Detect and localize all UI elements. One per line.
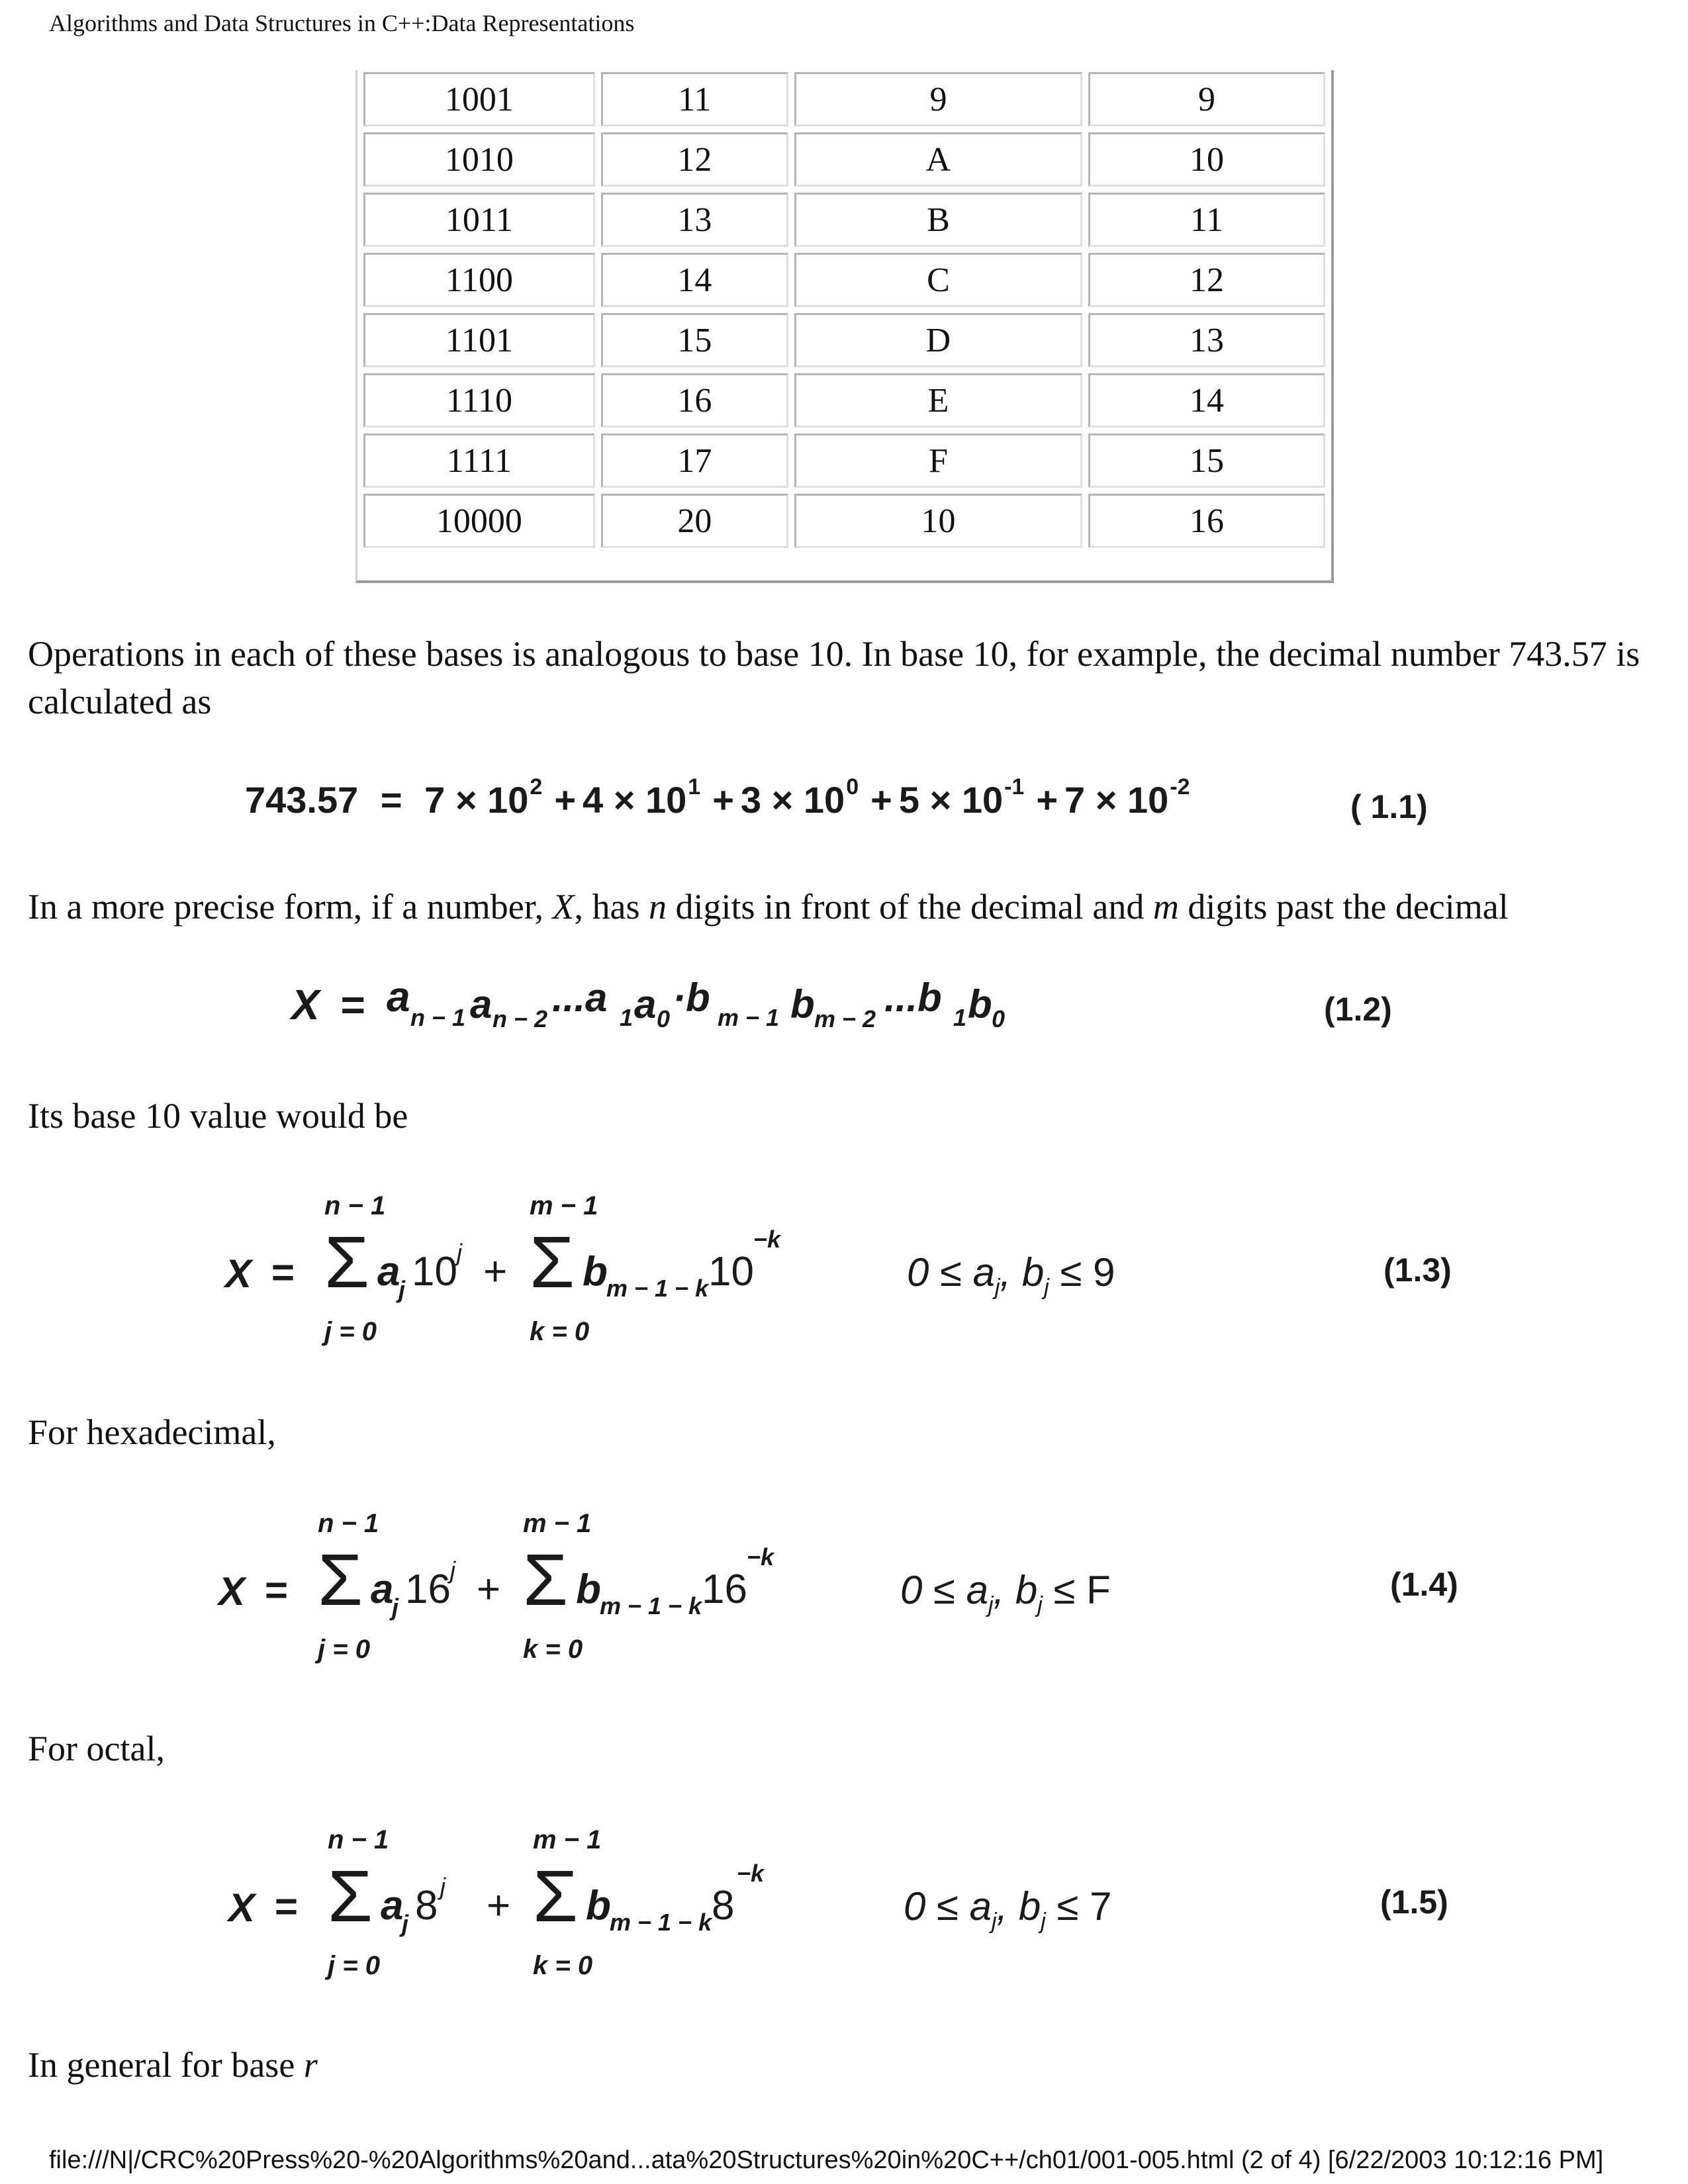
- page-header: Algorithms and Data Structures in C++:Data Representations: [49, 10, 635, 36]
- plus-sign: +: [483, 1249, 508, 1295]
- sum1-term-j: j: [392, 1594, 399, 1621]
- eq1-coefficient: 7: [424, 779, 445, 821]
- base-conversion-table: [355, 70, 1334, 583]
- table-cell: 13: [601, 193, 788, 247]
- eq1-term: [700, 774, 859, 821]
- eq1-operator: +: [712, 779, 734, 821]
- table-cell: 9: [794, 72, 1082, 126]
- svg-text:b: b: [790, 982, 815, 1026]
- conversion-table-grid: [357, 66, 1331, 554]
- cond-prefix: 0 ≤ a: [900, 1568, 989, 1612]
- cond-le: ≤: [1042, 1568, 1087, 1612]
- paragraph-general-base: [28, 2041, 318, 2089]
- svg-text:0: 0: [656, 1005, 670, 1032]
- cond-mid: , b: [1000, 1250, 1045, 1295]
- cond-sub-a: j: [988, 1592, 994, 1617]
- sum1-lower-limit: j = 0: [324, 1317, 377, 1346]
- paragraph-intro: Operations in each of these bases is analogous to base 10. In base 10, for example, the decimal number 743.57 is calculated as: [28, 634, 1640, 721]
- eq1-coefficient: 3: [740, 779, 762, 821]
- p2-var-m: m: [1152, 887, 1179, 927]
- sum1-upper-limit: n − 1: [324, 1191, 386, 1220]
- sum2-sigma-icon: Σ: [533, 1856, 578, 1937]
- cond-max: 7: [1090, 1884, 1112, 1929]
- sum2-sigma-icon: Σ: [530, 1222, 575, 1303]
- cond-mid: , b: [993, 1568, 1038, 1612]
- cond-sub-b: j: [1037, 1592, 1043, 1617]
- table-cell: 1100: [363, 253, 595, 307]
- table-cell: 12: [1088, 253, 1325, 307]
- sum2-term-b: b: [576, 1567, 601, 1612]
- sum1-exponent: j: [457, 1239, 462, 1266]
- cond-mid: , b: [996, 1884, 1041, 1929]
- eq5-number: (1.5): [1380, 1884, 1448, 1921]
- p2-var-n: n: [649, 887, 667, 927]
- table-row: [363, 373, 1325, 428]
- table-cell: 16: [601, 373, 788, 428]
- times-symbol: ×: [919, 779, 962, 821]
- svg-text:·b: ·b: [672, 979, 710, 1020]
- sum1-base: 10: [412, 1249, 457, 1295]
- times-symbol: ×: [445, 779, 488, 821]
- equation-1-3: [225, 1185, 1483, 1370]
- eq2-equals: =: [340, 981, 365, 1028]
- p2-text-b: , has: [574, 887, 649, 927]
- table-cell: F: [794, 433, 1082, 488]
- table-cell: 1101: [363, 313, 595, 367]
- equation-1-4: [218, 1502, 1476, 1688]
- sum2-upper-limit: m − 1: [530, 1191, 598, 1220]
- svg-text:n − 1: n − 1: [410, 1004, 465, 1031]
- sum2-exponent: −k: [747, 1543, 774, 1570]
- svg-text:1: 1: [619, 1004, 633, 1031]
- sum1-base: 8: [415, 1883, 438, 1929]
- eq-equals: =: [275, 1884, 299, 1929]
- table-row: [363, 132, 1325, 187]
- eq1-term: [859, 774, 1025, 821]
- svg-text:1: 1: [953, 1004, 966, 1031]
- sum2-subscript: m − 1 − k: [610, 1909, 712, 1936]
- cond-max: F: [1086, 1568, 1111, 1612]
- table-cell: 17: [601, 433, 788, 488]
- plus-sign: +: [477, 1567, 501, 1612]
- sum2-upper-limit: m − 1: [533, 1825, 602, 1854]
- cond-sub-a: j: [995, 1275, 1000, 1300]
- cond-le: ≤: [1045, 1884, 1090, 1929]
- sum1-term-a: a: [371, 1567, 394, 1612]
- equation-1-1: [245, 774, 1190, 821]
- table-cell: 14: [1088, 373, 1325, 428]
- sum2-sigma-icon: Σ: [523, 1539, 568, 1621]
- times-symbol: ×: [603, 779, 645, 821]
- table-cell: 14: [601, 253, 788, 307]
- sum2-base: 10: [708, 1249, 754, 1295]
- sum1-sigma-icon: Σ: [324, 1222, 369, 1303]
- equation-1-5: [228, 1819, 1486, 2004]
- sum1-term-a: a: [377, 1249, 400, 1295]
- eq1-base: 10: [645, 779, 687, 821]
- cond-le: ≤: [1049, 1250, 1094, 1295]
- svg-text:m − 2: m − 2: [814, 1005, 876, 1032]
- cond-max: 9: [1093, 1250, 1115, 1295]
- sum1-lower-limit: j = 0: [318, 1635, 370, 1664]
- table-cell: E: [794, 373, 1082, 428]
- eq2-number: (1.2): [1324, 991, 1392, 1028]
- table-cell: 10: [794, 494, 1082, 548]
- eq2-digit-string: [387, 979, 1154, 1039]
- sum2-lower-limit: k = 0: [523, 1635, 583, 1664]
- digit-range-condition: [907, 1250, 1115, 1300]
- plus-sign: +: [487, 1883, 511, 1929]
- sum2-base: 16: [702, 1567, 747, 1612]
- p2-text-c: digits in front of the decimal and: [667, 887, 1153, 927]
- table-cell: 13: [1088, 313, 1325, 367]
- table-cell: 12: [601, 132, 788, 187]
- eq1-operator: +: [1036, 779, 1058, 821]
- eq1-base: 10: [487, 779, 529, 821]
- eq1-coefficient: 4: [583, 779, 604, 821]
- table-cell: 10: [1088, 132, 1325, 187]
- sum2-exponent: −k: [753, 1226, 781, 1253]
- sum1-sigma-icon: Σ: [328, 1856, 373, 1937]
- eq1-term: [542, 774, 701, 821]
- sum2-term-b: b: [586, 1883, 611, 1929]
- table-cell: B: [794, 193, 1082, 247]
- table-row: [363, 313, 1325, 367]
- svg-text:a: a: [469, 982, 492, 1026]
- sum1-term-j: j: [402, 1910, 409, 1937]
- digit-range-condition: [900, 1567, 1111, 1618]
- eq1-terms: [424, 774, 1190, 821]
- table-row: [363, 253, 1325, 307]
- eq1-term: [1024, 774, 1190, 821]
- table-cell: 1011: [363, 193, 595, 247]
- sum2-base: 8: [712, 1883, 735, 1929]
- eq-x: X: [225, 1251, 252, 1296]
- table-row: [363, 433, 1325, 488]
- sum2-lower-limit: k = 0: [533, 1951, 593, 1980]
- table-cell: 15: [1088, 433, 1325, 488]
- sum2-subscript: m − 1 − k: [600, 1592, 702, 1619]
- eq1-term: [424, 774, 543, 821]
- sum1-term-j: j: [399, 1276, 406, 1303]
- eq-x: X: [228, 1886, 256, 1930]
- table-cell: 10000: [363, 494, 595, 548]
- sum1-exponent: j: [440, 1873, 445, 1900]
- svg-text:m − 1: m − 1: [717, 1004, 779, 1031]
- eq1-coefficient: 7: [1064, 779, 1086, 821]
- table-cell: A: [794, 132, 1082, 187]
- table-cell: 1110: [363, 373, 595, 428]
- cond-prefix: 0 ≤ a: [904, 1884, 992, 1929]
- table-cell: 9: [1088, 72, 1325, 126]
- eq1-exponent: 2: [530, 774, 543, 799]
- cond-sub-b: j: [1044, 1275, 1049, 1300]
- svg-text:...a: ...a: [551, 979, 608, 1020]
- digit-range-condition: [904, 1884, 1112, 1934]
- times-symbol: ×: [1085, 779, 1128, 821]
- eq1-base: 10: [803, 779, 845, 821]
- eq-equals: =: [271, 1250, 295, 1295]
- eq1-exponent: -2: [1170, 774, 1190, 799]
- sum1-upper-limit: n − 1: [328, 1825, 389, 1854]
- paragraph-hexadecimal: For hexadecimal,: [28, 1412, 276, 1452]
- table-cell: D: [794, 313, 1082, 367]
- table-cell: 15: [601, 313, 788, 367]
- svg-text:0: 0: [991, 1005, 1005, 1032]
- p6-var-r: r: [303, 2045, 318, 2085]
- sum1-lower-limit: j = 0: [328, 1951, 380, 1980]
- eq1-operator: +: [870, 779, 892, 821]
- cond-sub-b: j: [1041, 1909, 1046, 1934]
- svg-text:b: b: [967, 982, 992, 1026]
- table-cell: 1010: [363, 132, 595, 187]
- table-row: [363, 193, 1325, 247]
- svg-text:n − 2: n − 2: [492, 1005, 547, 1032]
- table-cell: C: [794, 253, 1082, 307]
- page-footer-url: file:///N|/CRC%20Press%20-%20Algorithms%20and...ata%20Structures%20in%20C++/ch01/001-005.html (2 of 4) [6/22/2003 10:12:16 PM]: [49, 2146, 1604, 2174]
- sum1-sigma-icon: Σ: [318, 1539, 363, 1621]
- table-cell: 11: [601, 72, 788, 126]
- sum1-term-a: a: [381, 1883, 404, 1929]
- p6-text: In general for base: [28, 2045, 304, 2085]
- eq1-exponent: -1: [1004, 774, 1025, 799]
- eq3-number: (1.3): [1383, 1251, 1452, 1289]
- eq1-equals: =: [380, 779, 402, 821]
- eq1-base: 10: [1127, 779, 1169, 821]
- svg-text:a: a: [633, 982, 656, 1026]
- p2-text-a: In a more precise form, if a number,: [28, 887, 553, 927]
- table-cell: 11: [1088, 193, 1325, 247]
- cond-sub-a: j: [992, 1909, 997, 1934]
- eq1-number: ( 1.1): [1350, 788, 1428, 825]
- times-symbol: ×: [761, 779, 804, 821]
- svg-text:...b: ...b: [884, 979, 942, 1020]
- eq1-operator: +: [554, 779, 577, 821]
- eq1-exponent: 0: [846, 774, 859, 799]
- eq1-base: 10: [961, 779, 1004, 821]
- table-cell: 1111: [363, 433, 595, 488]
- sum2-upper-limit: m − 1: [523, 1509, 592, 1538]
- paragraph-base10-value: Its base 10 value would be: [28, 1096, 408, 1136]
- eq2-x: X: [291, 981, 320, 1028]
- sum2-exponent: −k: [737, 1860, 765, 1887]
- eq1-exponent: 1: [688, 774, 701, 799]
- sum2-term-b: b: [583, 1249, 608, 1295]
- eq-x: X: [218, 1569, 246, 1614]
- sum1-exponent: j: [450, 1557, 455, 1584]
- table-cell: 16: [1088, 494, 1325, 548]
- table-cell: 20: [601, 494, 788, 548]
- table-row: [363, 494, 1325, 548]
- eq-equals: =: [265, 1568, 289, 1612]
- table-row: [363, 72, 1325, 126]
- sum1-upper-limit: n − 1: [318, 1509, 379, 1538]
- table-cell: 1001: [363, 72, 595, 126]
- p2-text-d: digits past the decimal: [1178, 887, 1509, 927]
- eq1-coefficient: 5: [898, 779, 919, 821]
- eq1-lhs: 743.57: [245, 779, 359, 821]
- sum2-lower-limit: k = 0: [530, 1317, 590, 1346]
- p2-var-x: X: [552, 887, 575, 927]
- eq4-number: (1.4): [1390, 1566, 1458, 1603]
- sum1-base: 16: [405, 1567, 451, 1612]
- sum2-subscript: m − 1 − k: [606, 1275, 709, 1302]
- svg-text:a: a: [386, 979, 410, 1021]
- equation-1-2: [291, 979, 1154, 1039]
- paragraph-precise-form: [28, 883, 1509, 931]
- cond-prefix: 0 ≤ a: [907, 1250, 996, 1295]
- paragraph-octal: For octal,: [28, 1729, 165, 1768]
